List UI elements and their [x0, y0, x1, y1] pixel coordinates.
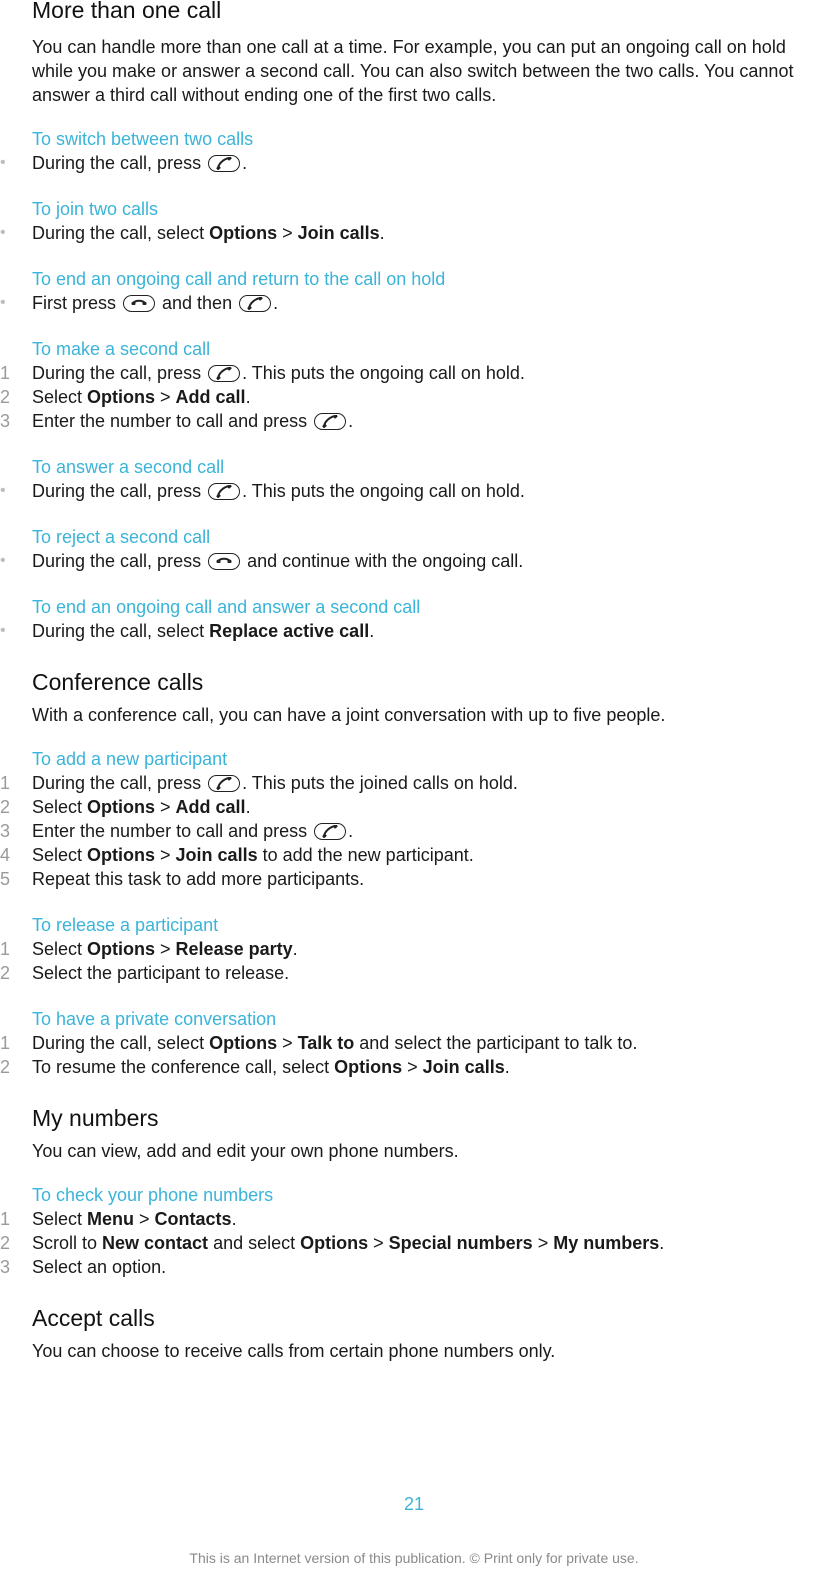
step-number: 2	[0, 1057, 11, 1077]
call-key-icon	[208, 155, 240, 172]
section-title-my-numbers: My numbers	[32, 1105, 159, 1131]
bullet-item: • During the call, select Options > Join calls.	[0, 223, 385, 243]
step-number: 1	[0, 773, 11, 793]
step-number: 5	[0, 869, 11, 889]
task-heading-private-conversation: To have a private conversation	[32, 1009, 277, 1029]
step-item: 2 Select Options > Add call.	[0, 797, 251, 817]
task-heading-make-second-call: To make a second call	[32, 339, 211, 359]
task-heading-end-and-return: To end an ongoing call and return to the call on hold	[32, 269, 446, 289]
section-title-more-than-one-call: More than one call	[32, 0, 222, 23]
step-item: 3 Enter the number to call and press .	[0, 411, 354, 431]
footer-note: This is an Internet version of this publication. © Print only for private use.	[189, 1550, 639, 1566]
section-intro: You can handle more than one call at a time. For example, you can put an ongoing call on hold while you make or answer a second call. You can also switch between the two calls. You cannot answer a third call without ending one of the first two calls.	[32, 37, 794, 105]
step-number: 2	[0, 1233, 11, 1253]
bullet-icon: •	[0, 622, 6, 639]
section-title-accept-calls: Accept calls	[32, 1305, 155, 1331]
step-item: 3 Enter the number to call and press .	[0, 821, 354, 841]
task-heading-end-and-answer: To end an ongoing call and answer a second call	[32, 597, 421, 617]
step-number: 1	[0, 939, 11, 959]
step-item: 1 During the call, press . This puts the ongoing call on hold.	[0, 363, 525, 383]
bullet-item: • During the call, press and continue with the ongoing call.	[0, 551, 524, 571]
step-number: 1	[0, 1209, 11, 1229]
step-number: 3	[0, 1257, 11, 1277]
step-number: 2	[0, 387, 11, 407]
bullet-icon: •	[0, 154, 6, 171]
step-number: 3	[0, 411, 11, 431]
bullet-item: • During the call, select Replace active call.	[0, 621, 375, 641]
call-key-icon	[208, 775, 240, 792]
section-intro: You can choose to receive calls from certain phone numbers only.	[32, 1341, 556, 1361]
page-number: 21	[403, 1494, 425, 1514]
bullet-item: • During the call, press . This puts the ongoing call on hold.	[0, 481, 525, 501]
bullet-icon: •	[0, 552, 6, 569]
step-item: 2 Select Options > Add call.	[0, 387, 251, 407]
bullet-item: • First press and then .	[0, 293, 279, 313]
task-heading-check-numbers: To check your phone numbers	[32, 1185, 274, 1205]
step-number: 1	[0, 1033, 11, 1053]
call-key-icon	[208, 483, 240, 500]
step-number: 1	[0, 363, 11, 383]
step-item: 1 During the call, select Options > Talk to and select the participant to talk to.	[0, 1033, 638, 1053]
call-key-icon	[314, 413, 346, 430]
bullet-icon: •	[0, 294, 6, 311]
bullet-item: • During the call, press .	[0, 153, 248, 173]
section-title-conference-calls: Conference calls	[32, 669, 204, 695]
step-item: 2 To resume the conference call, select Options > Join calls.	[0, 1057, 510, 1077]
bullet-icon: •	[0, 224, 6, 241]
step-item: 5 Repeat this task to add more participants.	[0, 869, 365, 889]
step-number: 2	[0, 963, 11, 983]
call-key-icon	[208, 365, 240, 382]
step-item: 2 Scroll to New contact and select Options > Special numbers > My numbers.	[0, 1233, 665, 1253]
call-key-icon	[239, 295, 271, 312]
section-intro: You can view, add and edit your own phone numbers.	[32, 1141, 459, 1161]
section-intro: With a conference call, you can have a joint conversation with up to five people.	[32, 705, 666, 725]
task-heading-reject-second-call: To reject a second call	[32, 527, 211, 547]
step-number: 3	[0, 821, 11, 841]
step-number: 4	[0, 845, 11, 865]
step-item: 4 Select Options > Join calls to add the new participant.	[0, 845, 474, 865]
end-call-key-icon	[123, 295, 155, 312]
call-key-icon	[314, 823, 346, 840]
step-item: 2 Select the participant to release.	[0, 963, 290, 983]
task-heading-release-participant: To release a participant	[32, 915, 219, 935]
task-heading-answer-second-call: To answer a second call	[32, 457, 225, 477]
step-number: 2	[0, 797, 11, 817]
step-item: 3 Select an option.	[0, 1257, 167, 1277]
task-heading-add-participant: To add a new participant	[32, 749, 228, 769]
task-heading-switch-calls: To switch between two calls	[32, 129, 254, 149]
bullet-icon: •	[0, 482, 6, 499]
step-item: 1 During the call, press . This puts the joined calls on hold.	[0, 773, 518, 793]
end-call-key-icon	[208, 553, 240, 570]
step-item: 1 Select Menu > Contacts.	[0, 1209, 237, 1229]
task-heading-join-calls: To join two calls	[32, 199, 159, 219]
step-item: 1 Select Options > Release party.	[0, 939, 298, 959]
